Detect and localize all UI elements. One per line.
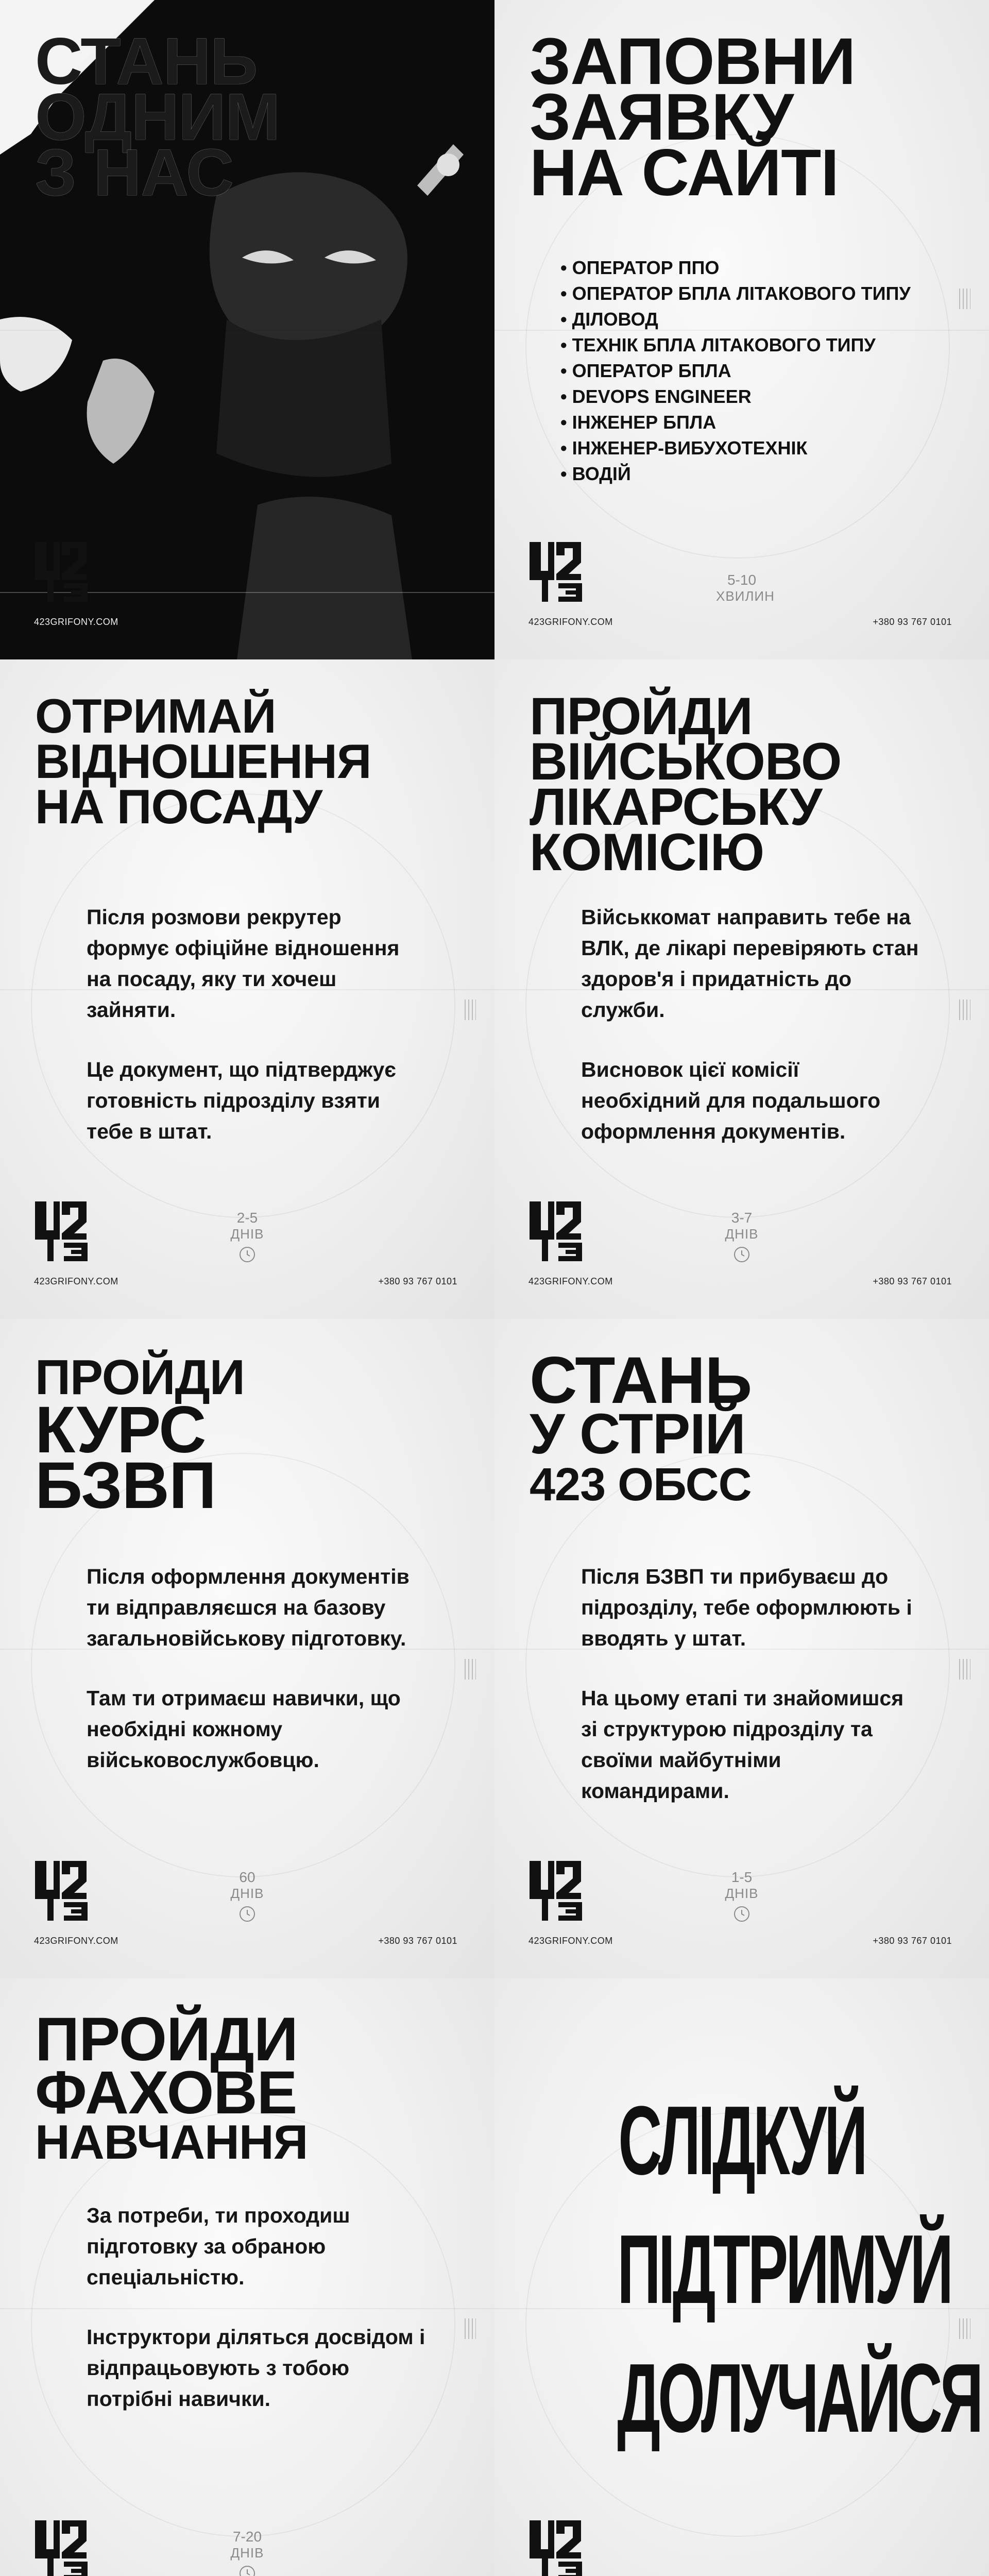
paragraph: Інструктори діляться досвідом і відпрацьовують з тобою потрібні навички.	[87, 2325, 425, 2411]
paragraph: На цьому етапі ти знайомишся зі структурою підрозділу та своїми майбутніми командирами.	[581, 1686, 904, 1803]
role-item: • ОПЕРАТОР БПЛА	[560, 358, 911, 384]
panel-title	[35, 25, 468, 210]
phone-number[interactable]: +380 93 767 0101	[378, 1936, 457, 1946]
title-line: КУРС	[35, 1393, 206, 1467]
panel-title	[35, 2005, 468, 2169]
paragraph: Після розмови рекрутер формує офіційне відношення на посаду, яку ти хочеш зайняти.	[87, 905, 400, 1022]
paragraph: Висновок цієї комісії необхідний для подальшого оформлення документів.	[581, 1058, 881, 1143]
panel-join-us	[0, 0, 494, 659]
paragraph: Військкомат направить тебе на ВЛК, де лікарі перевіряють стан здоров'я і придатність до служби.	[581, 905, 919, 1022]
paragraph: Після БЗВП ти прибуваєш до підрозділу, тебе оформлюють і вводять у штат.	[581, 1565, 912, 1650]
panel-basic-training	[0, 1319, 494, 1978]
phone-number[interactable]: +380 93 767 0101	[873, 1936, 952, 1946]
title-line: ВІДНОШЕННЯ	[35, 734, 371, 788]
duration	[716, 1210, 768, 1263]
duration-unit: ДНІВ	[230, 1226, 264, 1242]
website-link[interactable]: 423GRIFONY.COM	[34, 617, 118, 627]
roles-list	[560, 255, 911, 487]
title-line: ПРОЙДИ	[35, 2005, 298, 2074]
title-line: ОДНИМ	[35, 80, 280, 154]
panel-title	[35, 1350, 468, 1522]
duration-value: 60	[239, 1869, 255, 1885]
panel-description	[87, 2200, 427, 2414]
duration-value: 1-5	[731, 1869, 753, 1885]
duration-value: 7-20	[232, 2529, 262, 2545]
hatch-mark	[959, 999, 970, 1020]
duration	[716, 572, 775, 604]
duration	[221, 1869, 273, 1923]
duration-value: 2-5	[236, 1210, 258, 1226]
title-line: ЗАПОВНИ	[530, 25, 856, 98]
title-line: ПРОЙДИ	[35, 1350, 245, 1405]
logo-423-icon	[527, 2518, 584, 2576]
title-line: З НАС	[35, 136, 233, 210]
duration	[221, 1210, 273, 1263]
duration-unit: ХВИЛИН	[716, 588, 775, 604]
logo-423-icon	[33, 1199, 90, 1263]
role-item: • ОПЕРАТОР ППО	[560, 255, 911, 281]
slogan-support: ПІДТРИМУЙ	[617, 2215, 951, 2324]
title-line: ЛІКАРСЬКУ	[530, 777, 822, 836]
title-line: 423 ОБСС	[530, 1459, 752, 1511]
panel-description	[581, 902, 921, 1147]
panel-specialist-training	[0, 1978, 494, 2576]
panel-title	[530, 1344, 962, 1511]
title-line: ЗАЯВКУ	[530, 80, 793, 154]
panel-get-referral	[0, 659, 494, 1319]
website-link[interactable]: 423GRIFONY.COM	[528, 1276, 613, 1286]
clock-icon	[733, 1905, 751, 1923]
website-link[interactable]: 423GRIFONY.COM	[34, 1276, 118, 1286]
duration-unit: ДНІВ	[725, 1886, 759, 1901]
role-item: • DEVOPS ENGINEER	[560, 384, 911, 410]
panel-description	[581, 1561, 921, 1806]
title-line: ПРОЙДИ	[530, 687, 753, 745]
slogan-follow: СЛІДКУЙ	[618, 2086, 865, 2195]
hatch-mark	[959, 289, 970, 309]
panel-title	[35, 689, 468, 834]
panel-apply	[494, 0, 989, 659]
logo-423-icon	[527, 540, 584, 604]
duration	[716, 1869, 768, 1923]
title-line: БЗВП	[35, 1449, 216, 1522]
duration-value: 5-10	[727, 572, 757, 588]
paragraph: Після оформлення документів ти відправляєшся на базову загальновійськову підготовку.	[87, 1565, 410, 1650]
website-link[interactable]: 423GRIFONY.COM	[34, 1936, 118, 1946]
duration-unit: ДНІВ	[230, 2545, 264, 2561]
title-line: КОМІСІЮ	[530, 823, 764, 882]
hatch-mark	[959, 2318, 970, 2339]
title-line: ОТРИМАЙ	[35, 689, 276, 743]
paragraph: Це документ, що підтверджує готовність підрозділу взяти тебе в штат.	[87, 1058, 396, 1143]
title-line: НА САЙТІ	[530, 136, 839, 210]
panel-description	[87, 1561, 427, 1775]
role-item: • ТЕХНІК БПЛА ЛІТАКОВОГО ТИПУ	[560, 332, 911, 358]
hatch-mark	[465, 999, 476, 1020]
clock-icon	[733, 1246, 751, 1263]
title-line: СТАНЬ	[35, 25, 258, 98]
title-line: НАВЧАННЯ	[35, 2115, 308, 2169]
duration-unit: ДНІВ	[725, 1226, 759, 1242]
role-item: • ІНЖЕНЕР-ВИБУХОТЕХНІК	[560, 435, 911, 461]
logo-423-icon	[33, 1859, 90, 1923]
paragraph: Там ти отримаєш навички, що необхідні кожному військовослужбовцю.	[87, 1686, 401, 1772]
logo-423-icon	[527, 1859, 584, 1923]
logo-423-icon	[33, 540, 90, 604]
website-link[interactable]: 423GRIFONY.COM	[528, 1936, 613, 1946]
title-line: ВІЙСЬКОВО	[530, 732, 842, 791]
title-line: ФАХОВЕ	[35, 2059, 297, 2127]
panel-title	[530, 25, 962, 210]
title-line: У СТРІЙ	[530, 1402, 745, 1466]
panel-slogans	[494, 1978, 989, 2576]
duration-unit: ДНІВ	[230, 1886, 264, 1901]
panel-title	[530, 687, 962, 882]
role-item: • ДІЛОВОД	[560, 307, 911, 332]
role-item: • ІНЖЕНЕР БПЛА	[560, 410, 911, 435]
panel-description	[87, 902, 427, 1147]
title-line: СТАНЬ	[530, 1344, 752, 1417]
hatch-mark	[465, 1659, 476, 1680]
hatch-mark	[959, 1659, 970, 1680]
paragraph: За потреби, ти проходиш підготовку за обраною спеціальністю.	[87, 2204, 350, 2289]
logo-423-icon	[527, 1199, 584, 1263]
panel-medical-commission	[494, 659, 989, 1319]
clock-icon	[238, 1905, 256, 1923]
hatch-mark	[465, 2318, 476, 2339]
duration-value: 3-7	[731, 1210, 753, 1226]
phone-number[interactable]: +380 93 767 0101	[873, 1276, 952, 1286]
slogans	[541, 2076, 981, 2463]
phone-number[interactable]: +380 93 767 0101	[378, 1276, 457, 1286]
phone-number[interactable]: +380 93 767 0101	[873, 617, 952, 627]
clock-icon	[238, 1246, 256, 1263]
duration	[221, 2529, 273, 2576]
website-link[interactable]: 423GRIFONY.COM	[528, 617, 613, 627]
role-item: • ОПЕРАТОР БПЛА ЛІТАКОВОГО ТИПУ	[560, 281, 911, 307]
logo-423-icon	[33, 2518, 90, 2576]
title-line: НА ПОСАДУ	[35, 779, 322, 834]
panel-join-unit	[494, 1319, 989, 1978]
role-item: • ВОДІЙ	[560, 461, 911, 487]
slogan-join: ДОЛУЧАЙСЯ	[617, 2344, 981, 2453]
clock-icon	[238, 2565, 256, 2576]
